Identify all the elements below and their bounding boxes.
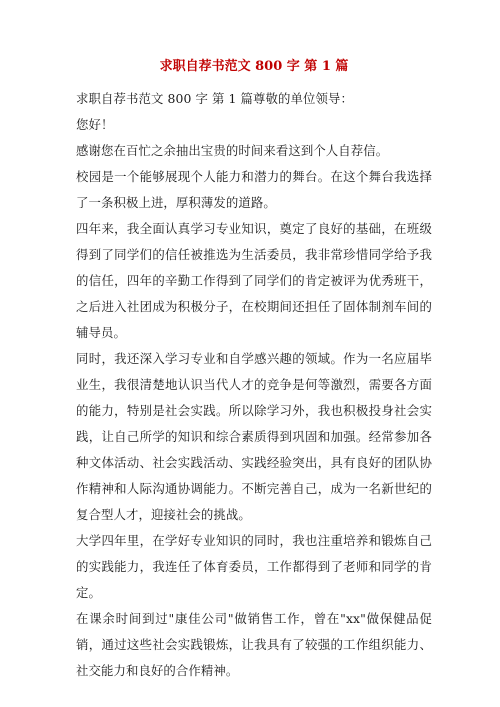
- paragraph-practice: 在课余时间到过"康佳公司"做销售工作，曾在"xx"做保健品促销，通过这些社会实践锻炼，让我具有了较强的工作组织能力、社交能力和良好的合作精神。: [76, 611, 432, 678]
- paragraph-thanks: 感谢您在百忙之余抽出宝贵的时间来看这到个人自荐信。: [76, 143, 389, 158]
- paragraph-campus: 校园是一个能够展现个人能力和潜力的舞台。在这个舞台我选择了一条积极上进，厚积薄发的道路。: [76, 169, 432, 210]
- paragraph-hello: 您好！: [76, 117, 114, 132]
- paragraph-self-study: 同时，我还深入学习专业和自学感兴趣的领域。作为一名应届毕业生，我很清楚地认识当代人才的竞争是何等激烈，需要各方面的能力，特别是社会实践。所以除学习外，我也积极投身社会实践，让自己所学的知识和综合素质得到巩固和加强。经常参加各种文体活动、社会实践活动、实践经验突出，具有良好的团队协作精神和人际沟通协调能力。不断完善自己，成为一名新世纪的复合型人才，迎接社会的挑战。: [76, 351, 432, 522]
- document-title: 求职自荐书范文 800 字 第 1 篇: [159, 59, 349, 74]
- paragraph-university: 大学四年里，在学好专业知识的同时，我也注重培养和锻炼自己的实践能力，我连任了体育委员，工作都得到了老师和同学的肯定。: [76, 533, 432, 600]
- paragraph-four-years: 四年来，我全面认真学习专业知识，奠定了良好的基础，在班级得到了同学们的信任被推选为生活委员，我非常珍惜同学给予我的信任，四年的辛勤工作得到了同学们的肯定被评为优秀班干，之后进入社团成为积极分子，在校期间还担任了固体制剂车间的辅导员。: [76, 221, 432, 340]
- paragraph-greeting-line: 求职自荐书范文 800 字 第 1 篇尊敬的单位领导：: [76, 91, 353, 106]
